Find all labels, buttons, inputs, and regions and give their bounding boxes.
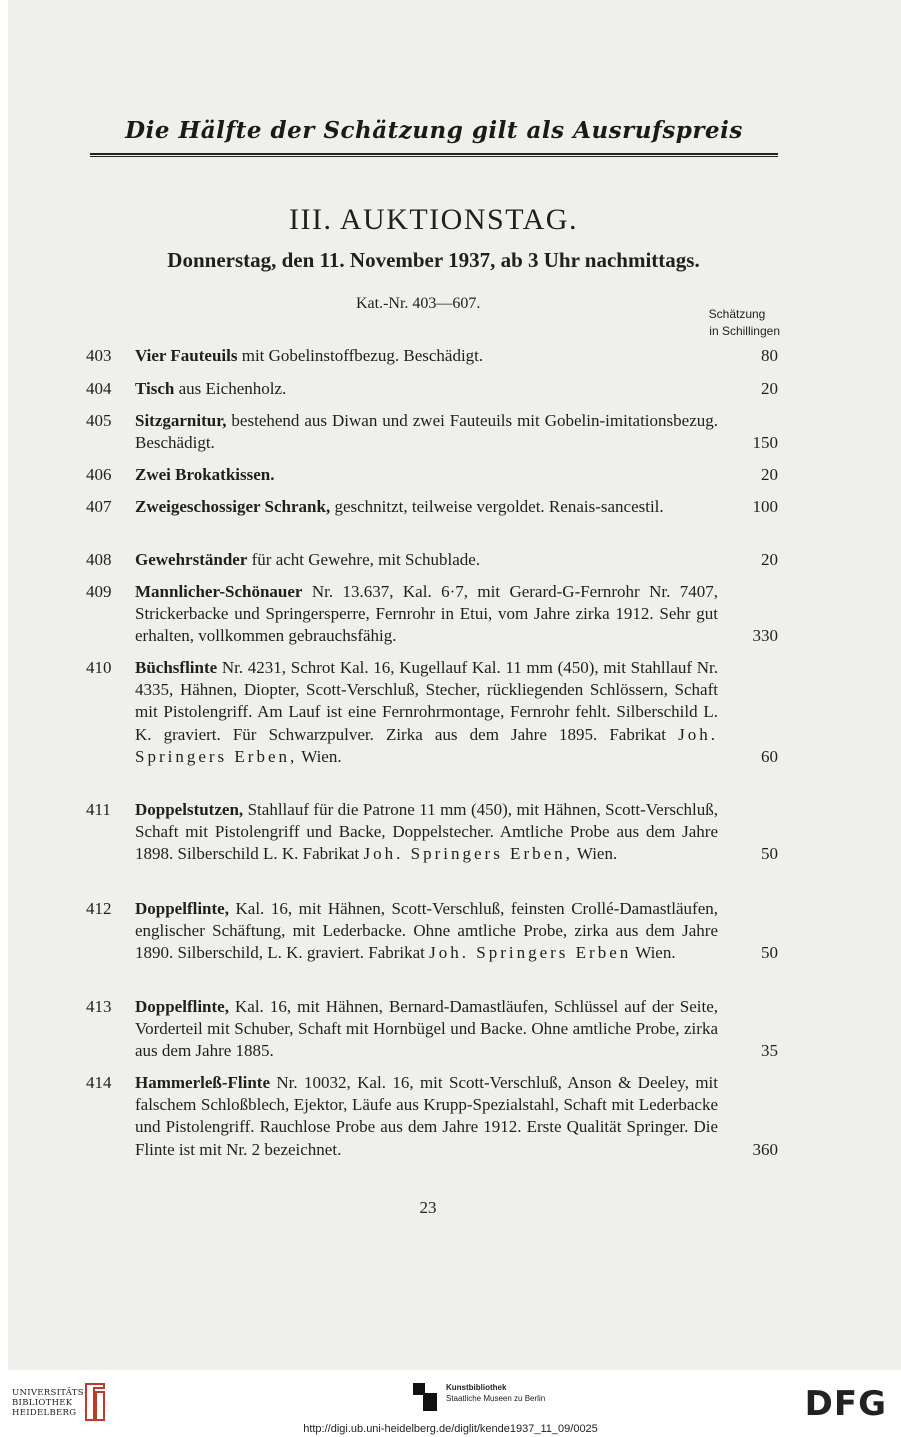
lot-entry — [86, 345, 778, 367]
lot-number: 413 — [86, 997, 112, 1016]
university-logo-icon — [82, 1382, 108, 1422]
lot-text: Stahllauf für die Patrone 11 mm (450), mit Hähnen, Scott-Verschluß, Schaft mit Pistolengriff und Backe, Doppelstecher. Amtliche Probe aus dem Jahre 1898. Silberschild L. K. Fabrikat — [135, 800, 718, 864]
lot-entry — [86, 799, 778, 866]
lot-entry — [86, 657, 778, 768]
lot-entry — [86, 581, 778, 648]
lot-text: Nr. 13.637, Kal. 6·7, mit Gerard-G-Fernrohr Nr. 7407, Strickerbacke und Springersperre, Fernrohr in Etui, vom Jahre zirka 1912. Sehr gut erhalten, vollkommen gebrauchsfähig. — [135, 582, 718, 646]
lot-title: Zweigeschossiger Schrank, — [135, 497, 331, 516]
lot-title: Vier Fauteuils — [135, 346, 238, 365]
viewer-footer — [0, 1370, 901, 1437]
lot-number: 408 — [86, 550, 112, 569]
catalogue-range: Kat.-Nr. 403—607. — [356, 295, 481, 312]
lot-description — [135, 657, 718, 768]
lot-number: 412 — [86, 899, 112, 918]
lot-text: bestehend aus Diwan und zwei Fauteuils mit Gobelin-imitationsbezug. Beschädigt. — [135, 411, 718, 453]
kb-line-1: Kunstbibliothek — [446, 1383, 507, 1392]
lot-text: geschnitzt, teilweise vergoldet. Renais-sancestil. — [330, 497, 664, 516]
lot-description — [135, 345, 718, 367]
lot-description — [135, 378, 718, 400]
lot-text: Nr. 10032, Kal. 16, mit Scott-Verschluß, Anson & Deeley, mit falschem Schloßblech, Ejektor, Läufe aus Krupp-Spezialstahl, Schaft mit Lederbacke und Pistolengriff. Rauchlose Probe aus dem Jahre 1912. Erste Qualität Springer. Die Flinte ist mit Nr. 2 bezeichnet. — [135, 1073, 718, 1159]
lot-description — [135, 1072, 718, 1161]
lot-estimate: 360 — [752, 1139, 778, 1159]
reserve-price-banner: Die Hälfte der Schätzung gilt als Ausrufspreis — [125, 117, 743, 144]
maker-name: Joh. Springers Erben — [429, 943, 632, 963]
auction-day-date: Donnerstag, den 11. November 1937, ab 3 Uhr nachmittags. — [167, 248, 700, 272]
dfg-logo: DFG — [804, 1384, 887, 1424]
lot-estimate: 50 — [761, 844, 778, 864]
lot-estimate: 20 — [761, 550, 778, 569]
university-line-3: HEIDELBERG — [12, 1408, 77, 1418]
lot-estimate: 80 — [761, 346, 778, 365]
lot-description — [135, 549, 718, 571]
lot-number: 404 — [86, 379, 112, 398]
lot-number: 403 — [86, 346, 112, 365]
lot-number: 411 — [86, 800, 111, 819]
banner-rule — [90, 153, 778, 157]
lot-title: Doppelflinte, — [135, 997, 229, 1016]
lot-text: Kal. 16, mit Hähnen, Bernard-Damastläufen, Schlüssel auf der Seite, Vorderteil mit Schuber, Schaft mit Hornbügel und Backe. Ohne amtliche Probe, zirka aus dem Jahre 1885. — [135, 997, 718, 1061]
lot-text-tail: Wien. — [297, 746, 342, 766]
maker-name: Joh. Springers Erben, — [135, 724, 718, 766]
lot-number: 407 — [86, 497, 112, 516]
lot-estimate: 330 — [752, 626, 778, 646]
lot-entry — [86, 410, 778, 454]
lot-title: Doppelstutzen, — [135, 800, 244, 819]
lot-text: aus Eichenholz. — [174, 379, 287, 398]
lot-title: Mannlicher-Schönauer — [135, 582, 303, 601]
lot-title: Tisch — [135, 379, 175, 398]
lot-entry — [86, 378, 778, 400]
kunstbibliothek-label — [446, 1382, 545, 1404]
lot-title: Doppelflinte, — [135, 899, 229, 918]
scanned-page — [8, 0, 901, 1370]
lot-description — [135, 410, 718, 454]
lot-title: Hammerleß-Flinte — [135, 1073, 271, 1092]
lot-text: Kal. 16, mit Hähnen, Scott-Verschluß, feinsten Crollé-Damastläufen, englischer Schäftung, mit Lederbacke. Ohne amtliche Probe, zirka aus dem Jahre 1890. Silberschild, L. K. graviert. Fabrikat — [135, 899, 718, 963]
lot-title: Gewehrständer — [135, 550, 248, 569]
lot-estimate: 60 — [761, 746, 778, 766]
auction-day-title: III. AUKTIONSTAG. — [289, 203, 578, 236]
university-line-2: BIBLIOTHEK — [12, 1398, 73, 1408]
lot-estimate: 20 — [761, 379, 778, 398]
lot-entry — [86, 898, 778, 965]
university-library-label — [12, 1388, 87, 1418]
lot-number: 406 — [86, 465, 112, 484]
lot-description — [135, 496, 718, 518]
lot-estimate: 150 — [752, 433, 778, 453]
source-url-link[interactable]: http://digi.ub.uni-heidelberg.de/diglit/kende1937_11_09/0025 — [303, 1423, 598, 1435]
lot-text: mit Gobelinstoffbezug. Beschädigt. — [237, 346, 484, 365]
lot-text: für acht Gewehre, mit Schublade. — [247, 550, 481, 569]
lot-estimate: 50 — [761, 943, 778, 963]
lot-text-tail: Wien. — [572, 844, 618, 864]
university-line-1: UNIVERSITÄTS- — [12, 1388, 88, 1398]
lot-number: 414 — [86, 1073, 112, 1092]
lot-entry — [86, 496, 778, 518]
lot-estimate: 100 — [752, 497, 778, 516]
lot-text: Nr. 4231, Schrot Kal. 16, Kugellauf Kal. 11 mm (450), mit Stahllauf Nr. 4335, Hähnen, Diopter, Scott-Verschluß, Stecher, rückliegenden Schlössern, Schaft mit Pistolengriff. Am Lauf ist eine Fernrohrmontage, Fernrohr fehlt. Silberschild L. K. graviert. Für Schwarzpulver. Zirka aus dem Jahre 1895. Fabrikat — [135, 658, 718, 744]
lot-description — [135, 898, 718, 965]
lot-estimate: 35 — [761, 1041, 778, 1061]
estimate-column-header — [680, 306, 780, 340]
lot-description — [135, 799, 718, 866]
lot-title: Zwei Brokatkissen. — [135, 465, 275, 484]
kunstbibliothek-logo-icon — [413, 1383, 441, 1413]
currency-label: in Schillingen — [709, 324, 780, 338]
maker-name: Joh. Springers Erben, — [363, 844, 573, 864]
lot-number: 405 — [86, 411, 112, 430]
lot-description — [135, 996, 718, 1063]
lot-description — [135, 581, 718, 648]
estimate-label: Schätzung — [708, 307, 766, 321]
lot-description — [135, 464, 718, 486]
lot-entry — [86, 464, 778, 486]
page-number: 23 — [419, 1198, 437, 1217]
lot-title: Sitzgarnitur, — [135, 411, 227, 430]
lot-entry — [86, 1072, 778, 1161]
lot-entry — [86, 996, 778, 1063]
kb-line-2: Staatliche Museen zu Berlin — [446, 1394, 546, 1403]
lot-title: Büchsflinte — [135, 658, 218, 677]
lot-entry — [86, 549, 778, 571]
lot-text-tail: Wien. — [631, 943, 676, 963]
lot-estimate: 20 — [761, 465, 778, 484]
lot-number: 410 — [86, 658, 112, 677]
lot-number: 409 — [86, 582, 112, 601]
